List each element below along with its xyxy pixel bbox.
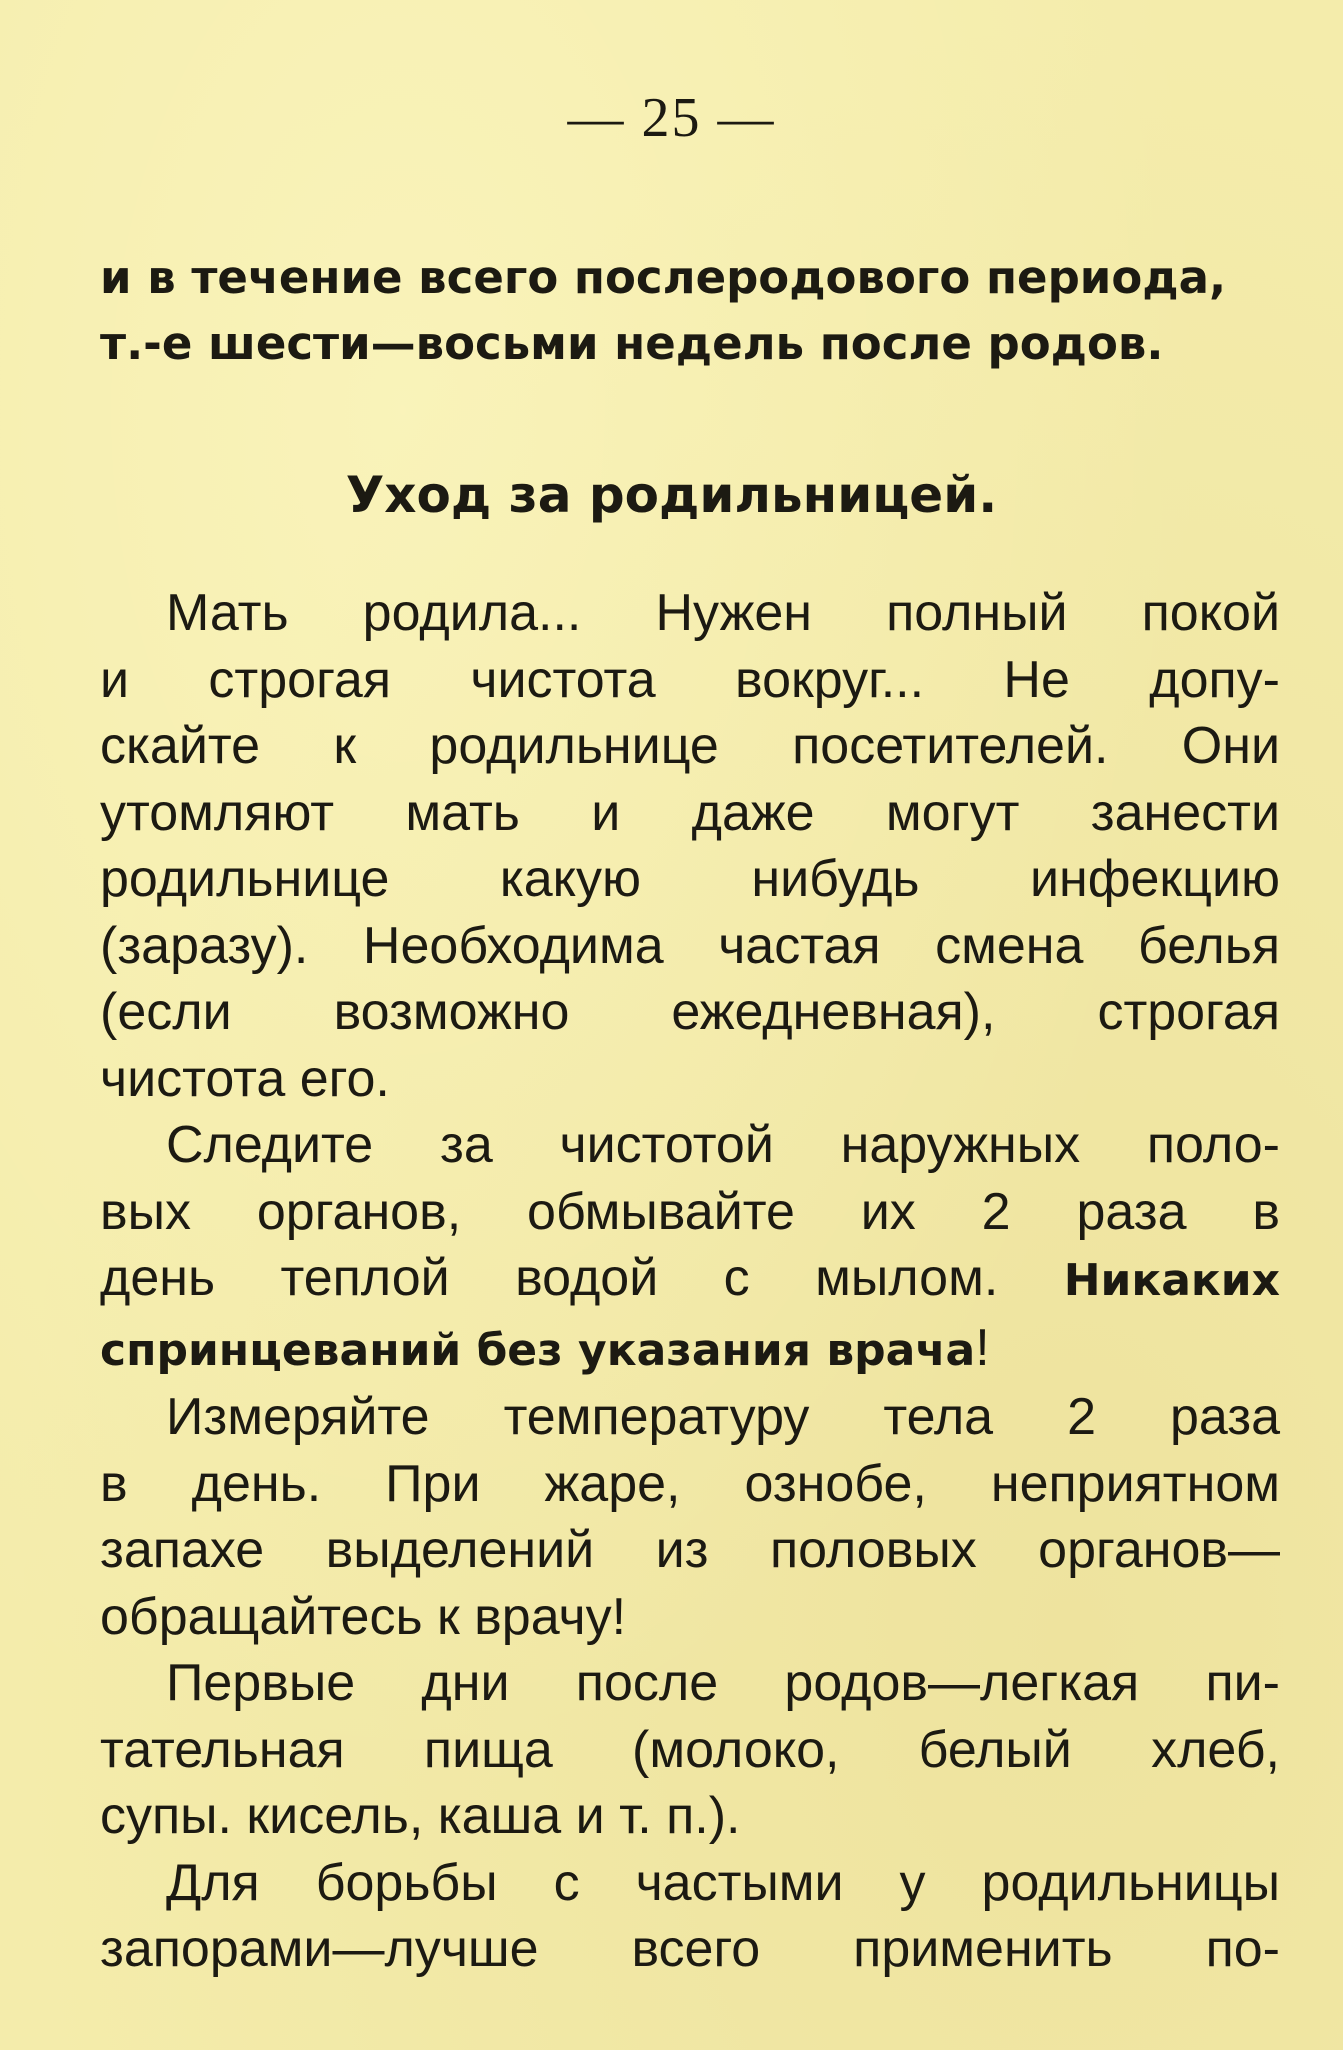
text-line: скайте к родильнице посетителей. Они	[100, 717, 1280, 775]
text-line-mixed	[100, 1245, 1280, 1315]
text-line: (заразу). Необходима частая смена белья	[100, 916, 1280, 975]
intro-line: т.-е шести—восьми недель после родов.	[100, 317, 1164, 370]
paragraph-4	[100, 1650, 1280, 1850]
bold-warning: спринцеваний без указания врача	[100, 1324, 976, 1376]
text-line: обращайтесь к врачу!	[100, 1587, 627, 1646]
paragraph-1	[100, 580, 1280, 1112]
text-line: Следите за чистотой наружных поло-	[166, 1116, 1280, 1174]
page-number: — 25 —	[567, 87, 776, 149]
text-line-mixed	[100, 1315, 1280, 1385]
text-line: запахе выделений из половых органов—	[100, 1521, 1280, 1579]
body-text	[100, 580, 1280, 1983]
exclamation: !	[975, 1318, 990, 1377]
text-line: чистота его.	[100, 1049, 390, 1108]
text-line: (если возможно ежедневная), строгая	[100, 983, 1280, 1041]
text-segment: день теплой водой с мылом.	[100, 1249, 999, 1307]
text-line: запорами—лучше всего применить по-	[100, 1920, 1280, 1978]
intro-line: и в течение всего послеродового периода,	[100, 251, 1227, 304]
text-line: Измеряйте температуру тела 2 раза	[166, 1388, 1280, 1446]
text-line: Для борьбы с частыми у родильницы	[166, 1853, 1280, 1912]
paragraph-3	[100, 1384, 1280, 1650]
text-line: в день. При жаре, ознобе, неприятном	[100, 1454, 1280, 1513]
bold-warning-start: Никаких	[1063, 1255, 1281, 1306]
text-line: Мать родила... Нужен полный покой	[166, 584, 1280, 642]
paragraph-5	[100, 1850, 1280, 1983]
intro-bold-text	[100, 245, 1280, 377]
text-line: тательная пища (молоко, белый хлеб,	[100, 1720, 1280, 1779]
text-line: Первые дни после родов—легкая пи-	[166, 1654, 1280, 1712]
text-line: утомляют мать и даже могут занести	[100, 783, 1280, 842]
text-line: вых органов, обмывайте их 2 раза в	[100, 1182, 1280, 1241]
text-line: родильнице какую нибудь инфекцию	[100, 850, 1280, 908]
section-title: Уход за родильницей.	[345, 466, 998, 524]
text-line: и строгая чистота вокруг... Не допу-	[100, 650, 1280, 709]
text-line: супы. кисель, каша и т. п.).	[100, 1787, 741, 1845]
paragraph-2	[100, 1112, 1280, 1384]
